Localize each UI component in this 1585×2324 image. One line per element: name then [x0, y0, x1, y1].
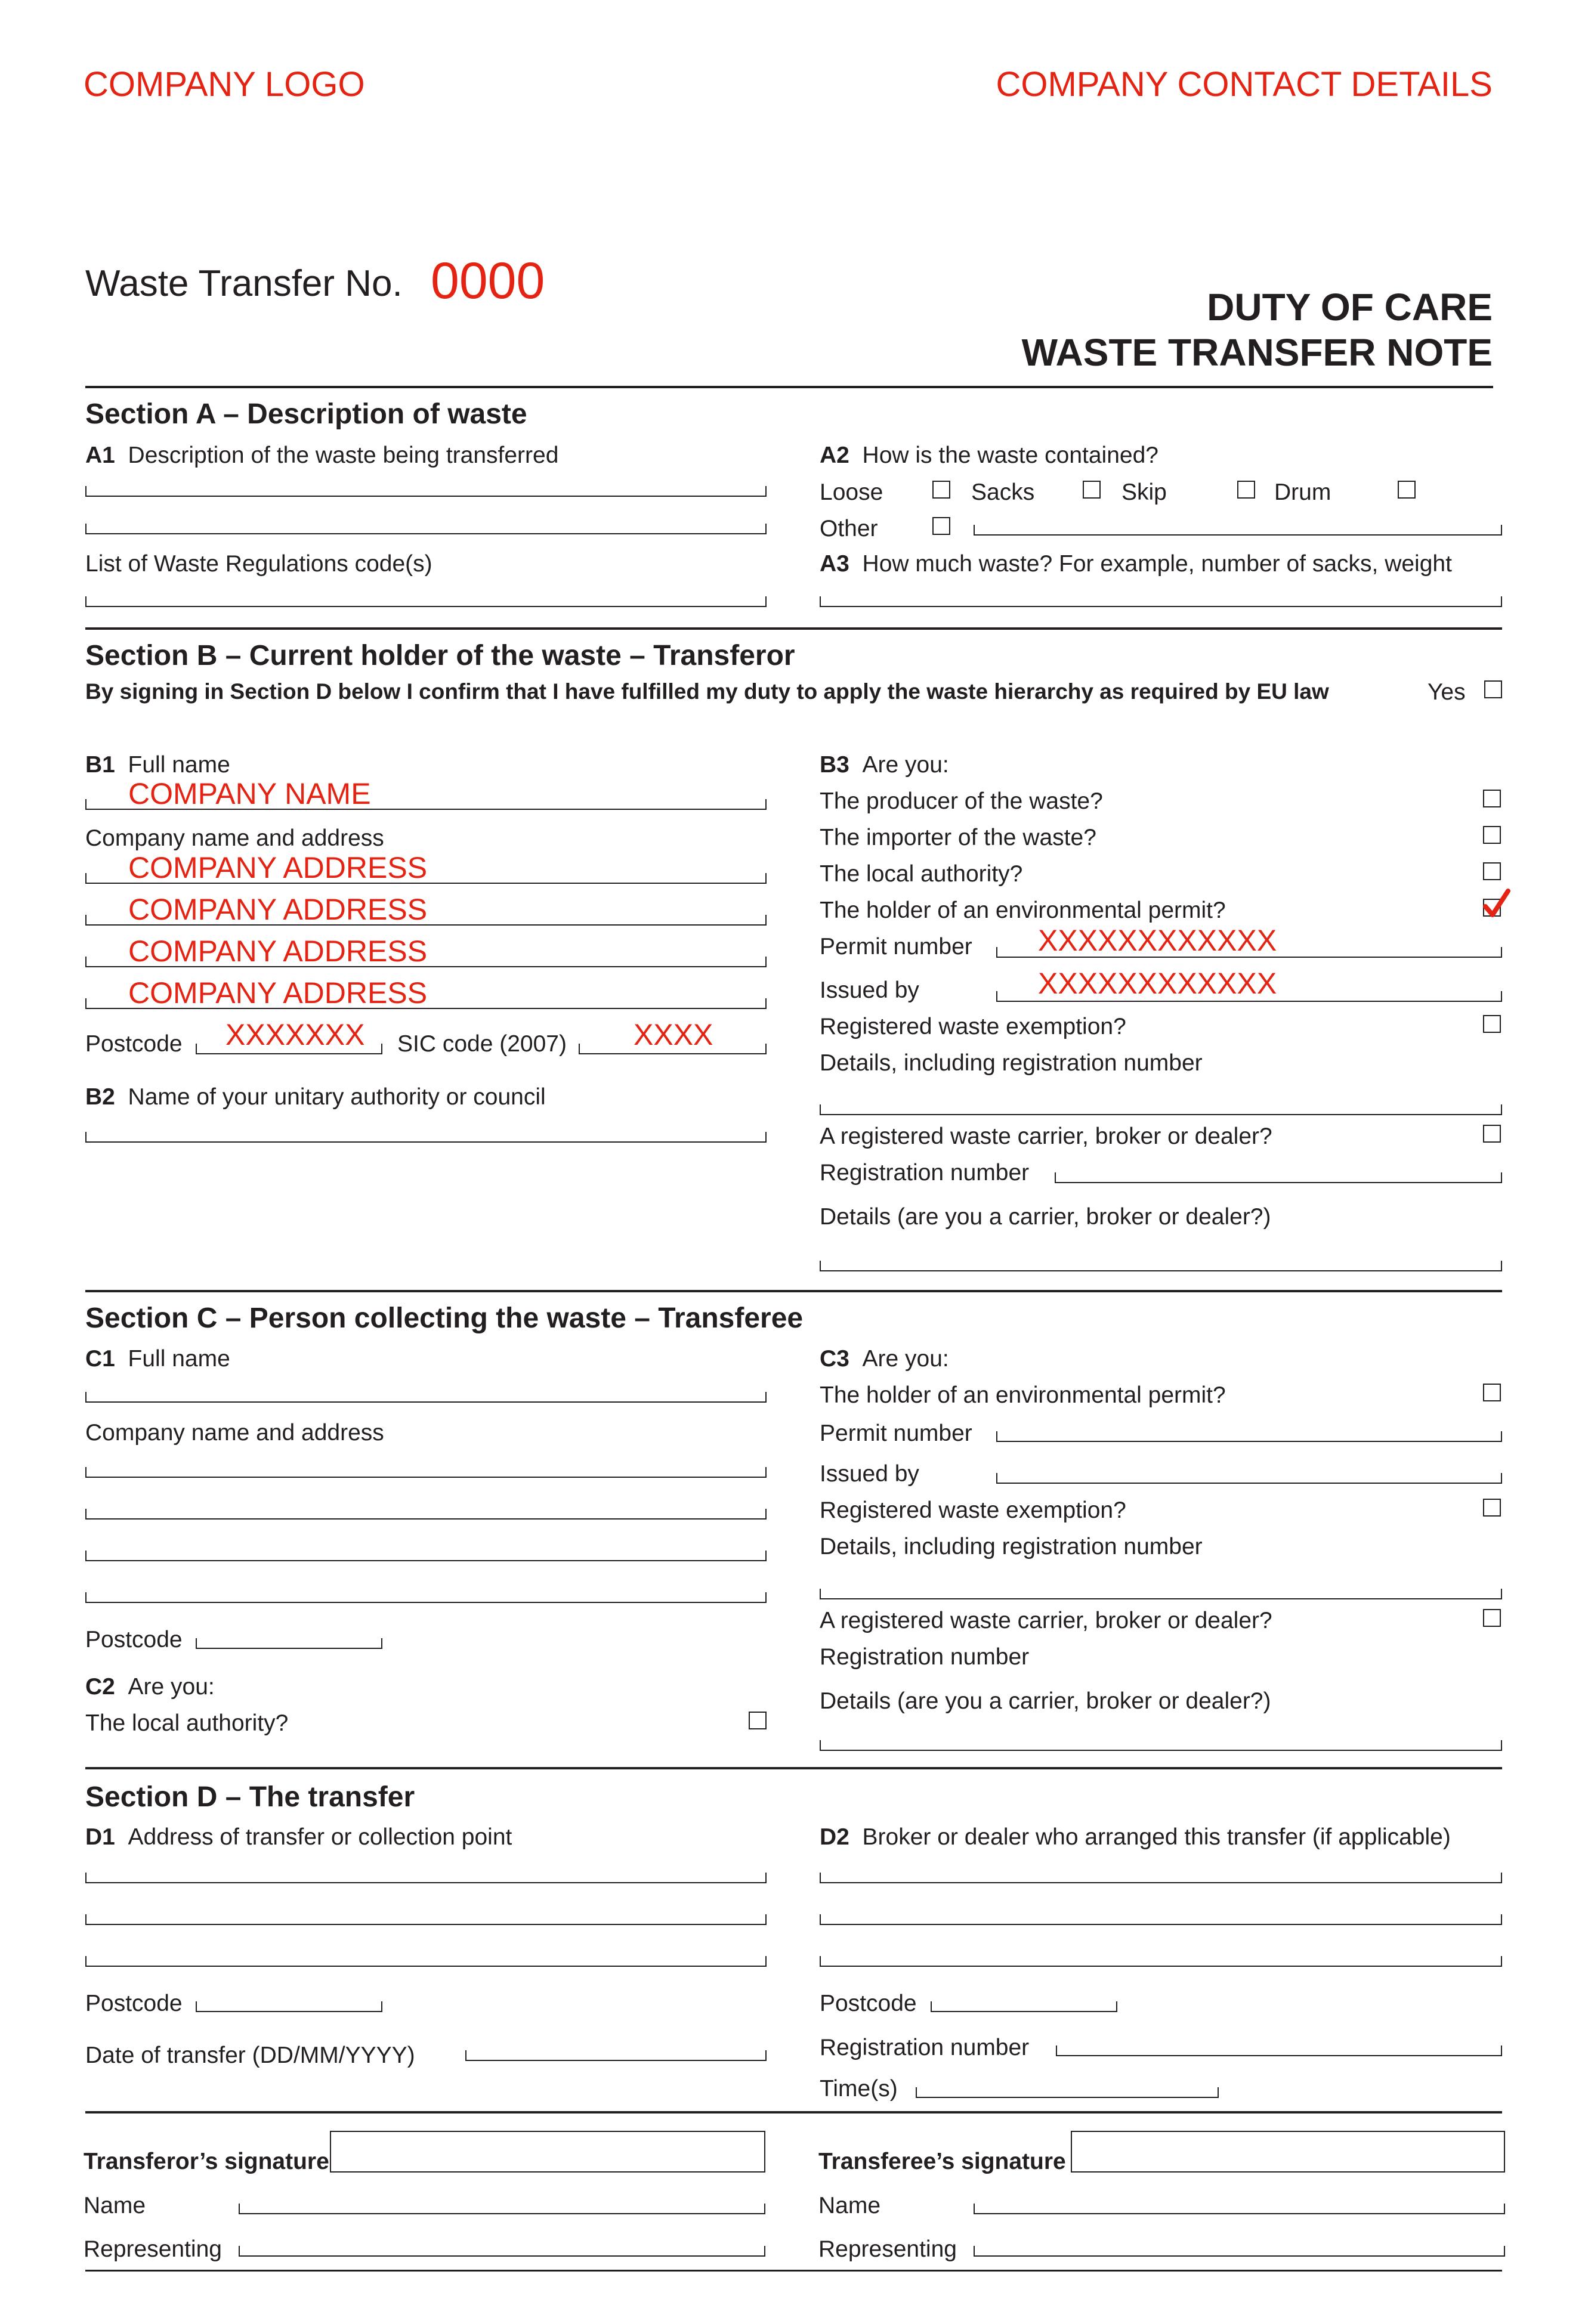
- issued-by-field[interactable]: [996, 1473, 1502, 1484]
- waste-codes-field[interactable]: [85, 596, 767, 607]
- address-field[interactable]: [85, 1467, 767, 1478]
- name-label: Name: [84, 2193, 146, 2218]
- postcode-value: XXXXXXX: [225, 1018, 365, 1051]
- b3-label: Are you:: [862, 752, 949, 778]
- address-value: COMPANY ADDRESS: [128, 851, 428, 884]
- d1-address-field[interactable]: [85, 1956, 767, 1967]
- postcode-field[interactable]: [196, 1044, 382, 1054]
- a1-label: Description of the waste being transferred: [128, 442, 559, 468]
- permit-number-field[interactable]: [996, 947, 1502, 958]
- drum-checkbox[interactable]: [1398, 481, 1416, 499]
- a1-field-2[interactable]: [85, 524, 767, 534]
- a2-code: A2: [820, 442, 849, 468]
- b2-field[interactable]: [85, 1132, 767, 1143]
- section-a-title: Section A – Description of waste: [85, 398, 527, 430]
- address-field[interactable]: [85, 1592, 767, 1603]
- title-line-1: DUTY OF CARE: [1207, 286, 1493, 329]
- yes-label: Yes: [1428, 679, 1466, 705]
- other-label: Other: [820, 516, 878, 541]
- sic-label: SIC code (2007): [397, 1031, 567, 1057]
- exemption-label: Registered waste exemption?: [820, 1497, 1126, 1523]
- d2-code: D2: [820, 1824, 849, 1850]
- section-d-title: Section D – The transfer: [85, 1781, 415, 1813]
- issued-by-label: Issued by: [820, 977, 919, 1003]
- postcode-label: Postcode: [820, 1991, 917, 2016]
- b2-code: B2: [85, 1084, 115, 1110]
- postcode-label: Postcode: [85, 1991, 183, 2016]
- b2-label: Name of your unitary authority or council: [128, 1084, 546, 1110]
- c1-full-name-field[interactable]: [85, 1392, 767, 1403]
- issued-by-field[interactable]: [996, 991, 1502, 1002]
- sic-field[interactable]: [579, 1044, 767, 1054]
- details-carrier-field[interactable]: [820, 1261, 1502, 1271]
- waste-codes-label: List of Waste Regulations code(s): [85, 551, 432, 577]
- company-address-label: Company name and address: [85, 825, 384, 851]
- permit-number-value: XXXXXXXXXXXX: [1038, 924, 1277, 957]
- loose-checkbox[interactable]: [932, 481, 950, 499]
- b1-full-name-field[interactable]: [85, 799, 767, 810]
- transfer-number: 0000: [431, 252, 545, 310]
- postcode-field[interactable]: [931, 2001, 1117, 2012]
- details-reg-field[interactable]: [820, 1589, 1502, 1599]
- skip-label: Skip: [1121, 479, 1167, 505]
- transferor-signature-box[interactable]: [330, 2131, 765, 2173]
- times-label: Time(s): [820, 2076, 898, 2102]
- divider: [85, 386, 1493, 388]
- checkmark-icon: [1482, 889, 1512, 920]
- address-field[interactable]: [85, 873, 767, 884]
- issued-by-label: Issued by: [820, 1461, 919, 1487]
- carrier-label: A registered waste carrier, broker or dealer?: [820, 1124, 1272, 1149]
- date-label: Date of transfer (DD/MM/YYYY): [85, 2043, 415, 2068]
- full-name-value: COMPANY NAME: [128, 777, 371, 810]
- d2-label: Broker or dealer who arranged this transfer (if applicable): [862, 1824, 1451, 1850]
- name-label: Name: [818, 2193, 881, 2218]
- importer-label: The importer of the waste?: [820, 825, 1096, 850]
- a2-label: How is the waste contained?: [862, 442, 1158, 468]
- address-value: COMPANY ADDRESS: [128, 976, 428, 1010]
- local-authority-checkbox[interactable]: [1483, 862, 1501, 880]
- representing-label: Representing: [84, 2236, 222, 2262]
- details-reg-label: Details, including registration number: [820, 1050, 1203, 1076]
- a3-label: How much waste? For example, number of sacks, weight: [862, 551, 1452, 577]
- postcode-label: Postcode: [85, 1627, 183, 1653]
- divider: [85, 1290, 1502, 1292]
- d1-address-field[interactable]: [85, 1873, 767, 1883]
- exemption-label: Registered waste exemption?: [820, 1014, 1126, 1039]
- divider: [85, 2111, 1502, 2113]
- a1-code: A1: [85, 442, 115, 468]
- a1-field-1[interactable]: [85, 486, 767, 497]
- hierarchy-statement: By signing in Section D below I confirm that I have fulfilled my duty to apply the waste hierarchy as required by EU law: [85, 679, 1329, 704]
- b1-label: Full name: [128, 752, 230, 778]
- d2-field[interactable]: [820, 1956, 1502, 1967]
- address-field[interactable]: [85, 915, 767, 926]
- registration-number-field[interactable]: [1055, 1172, 1502, 1183]
- producer-checkbox[interactable]: [1483, 790, 1501, 807]
- details-reg-label: Details, including registration number: [820, 1534, 1203, 1559]
- carrier-label: A registered waste carrier, broker or dealer?: [820, 1608, 1272, 1633]
- c1-label: Full name: [128, 1346, 230, 1372]
- sacks-checkbox[interactable]: [1083, 481, 1101, 499]
- address-value: COMPANY ADDRESS: [128, 934, 428, 968]
- address-field[interactable]: [85, 957, 767, 967]
- address-field[interactable]: [85, 1551, 767, 1561]
- env-permit-label: The holder of an environmental permit?: [820, 898, 1226, 923]
- other-field[interactable]: [974, 525, 1502, 536]
- other-checkbox[interactable]: [932, 517, 950, 535]
- details-carrier-label: Details (are you a carrier, broker or dealer?): [820, 1688, 1271, 1714]
- d2-field[interactable]: [820, 1873, 1502, 1883]
- loose-label: Loose: [820, 479, 883, 505]
- transferee-signature-box[interactable]: [1071, 2131, 1505, 2173]
- company-contact-placeholder: COMPANY CONTACT DETAILS: [996, 65, 1493, 104]
- details-carrier-field[interactable]: [820, 1740, 1502, 1751]
- exemption-checkbox[interactable]: [1483, 1015, 1501, 1033]
- divider: [85, 627, 1502, 630]
- c3-code: C3: [820, 1346, 849, 1372]
- company-address-label: Company name and address: [85, 1420, 384, 1446]
- a3-field[interactable]: [820, 596, 1502, 607]
- permit-number-label: Permit number: [820, 1421, 972, 1446]
- transferee-signature-label: Transferee’s signature: [818, 2149, 1066, 2174]
- drum-label: Drum: [1274, 479, 1331, 505]
- divider: [85, 2270, 1502, 2272]
- transferee-name-field[interactable]: [974, 2204, 1505, 2214]
- transferor-name-field[interactable]: [239, 2204, 765, 2214]
- a3-code: A3: [820, 551, 849, 577]
- permit-number-label: Permit number: [820, 934, 972, 960]
- d2-field[interactable]: [820, 1914, 1502, 1925]
- details-reg-field[interactable]: [820, 1104, 1502, 1115]
- section-b-title: Section B – Current holder of the waste – Transferor: [85, 640, 795, 671]
- local-authority-checkbox[interactable]: [749, 1712, 767, 1729]
- c2-label: Are you:: [128, 1674, 215, 1700]
- exemption-checkbox[interactable]: [1483, 1499, 1501, 1517]
- sic-value: XXXX: [634, 1018, 713, 1051]
- section-c-title: Section C – Person collecting the waste – Transferee: [85, 1302, 804, 1334]
- d1-code: D1: [85, 1824, 115, 1850]
- registration-number-field[interactable]: [1056, 2046, 1502, 2056]
- importer-checkbox[interactable]: [1483, 826, 1501, 844]
- transfer-label: Waste Transfer No.: [85, 263, 403, 304]
- env-permit-label: The holder of an environmental permit?: [820, 1382, 1226, 1408]
- b1-code: B1: [85, 752, 115, 778]
- hierarchy-yes-checkbox[interactable]: [1484, 680, 1502, 698]
- permit-number-field[interactable]: [996, 1431, 1502, 1442]
- sacks-label: Sacks: [971, 479, 1035, 505]
- postcode-field[interactable]: [196, 2001, 382, 2012]
- carrier-checkbox[interactable]: [1483, 1125, 1501, 1143]
- times-field[interactable]: [916, 2087, 1219, 2098]
- local-authority-label: The local authority?: [820, 861, 1023, 887]
- transferee-representing-field[interactable]: [974, 2246, 1505, 2257]
- details-carrier-label: Details (are you a carrier, broker or dealer?): [820, 1204, 1271, 1230]
- address-value: COMPANY ADDRESS: [128, 893, 428, 926]
- address-field[interactable]: [85, 998, 767, 1009]
- carrier-checkbox[interactable]: [1483, 1609, 1501, 1627]
- c3-label: Are you:: [862, 1346, 949, 1372]
- transferor-signature-label: Transferor’s signature: [84, 2149, 329, 2174]
- issued-by-value: XXXXXXXXXXXX: [1038, 967, 1277, 1000]
- company-logo-placeholder: COMPANY LOGO: [84, 65, 365, 104]
- representing-label: Representing: [818, 2236, 957, 2262]
- c2-code: C2: [85, 1674, 115, 1700]
- transferor-representing-field[interactable]: [239, 2246, 765, 2257]
- skip-checkbox[interactable]: [1237, 481, 1255, 499]
- registration-number-label: Registration number: [820, 1644, 1030, 1670]
- registration-number-label: Registration number: [820, 1160, 1030, 1186]
- d1-label: Address of transfer or collection point: [128, 1824, 512, 1850]
- producer-label: The producer of the waste?: [820, 788, 1103, 814]
- registration-number-label: Registration number: [820, 2035, 1030, 2060]
- b3-code: B3: [820, 752, 849, 778]
- c1-code: C1: [85, 1346, 115, 1372]
- divider: [85, 1767, 1502, 1769]
- title-line-2: WASTE TRANSFER NOTE: [1021, 331, 1493, 374]
- d1-address-field[interactable]: [85, 1914, 767, 1925]
- postcode-field[interactable]: [196, 1638, 382, 1649]
- address-field[interactable]: [85, 1509, 767, 1520]
- env-permit-checkbox[interactable]: [1483, 1384, 1501, 1401]
- date-field[interactable]: [465, 2050, 767, 2061]
- local-authority-label: The local authority?: [85, 1710, 289, 1736]
- postcode-label: Postcode: [85, 1031, 183, 1057]
